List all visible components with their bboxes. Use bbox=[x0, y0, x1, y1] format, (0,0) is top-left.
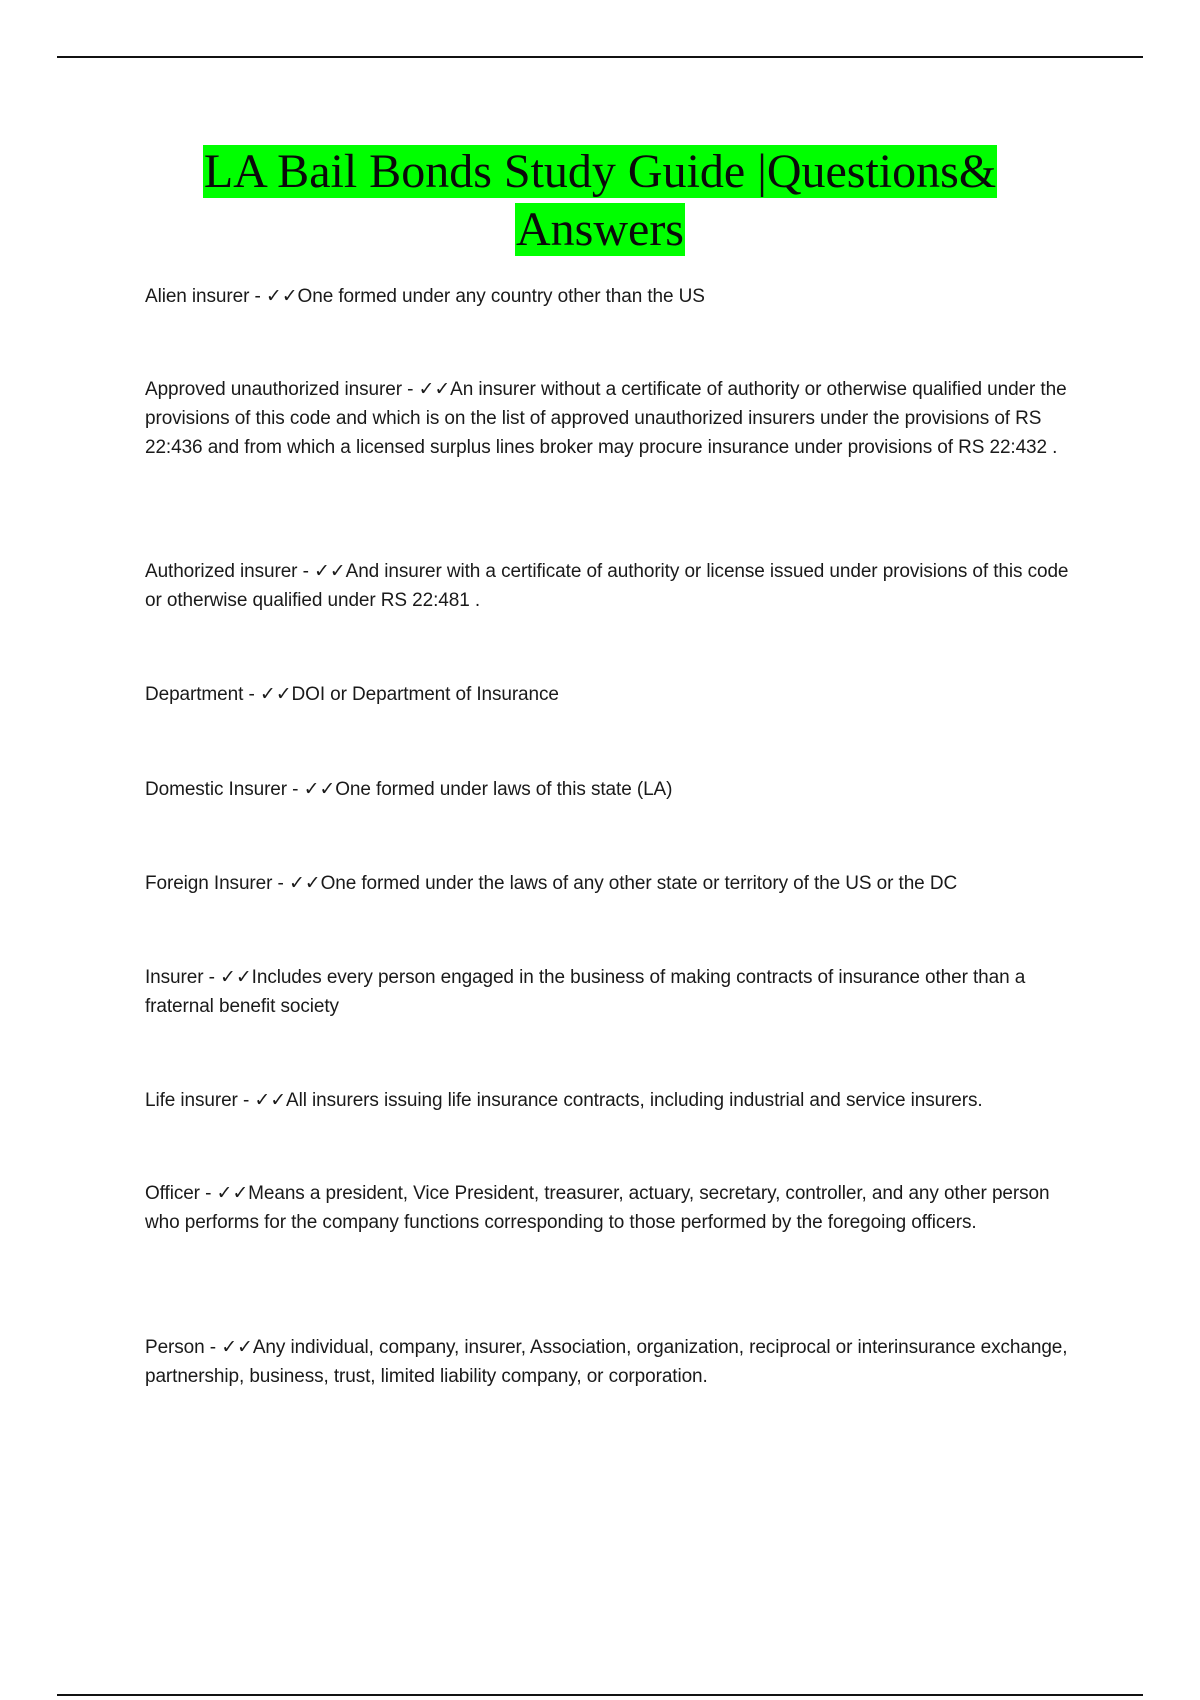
entry-separator: - bbox=[272, 873, 289, 894]
check-mark-icon: ✓✓ bbox=[259, 684, 292, 705]
entry-definition: One formed under laws of this state (LA) bbox=[335, 779, 673, 800]
entry-term: Foreign Insurer bbox=[145, 873, 273, 894]
entry-separator: - bbox=[287, 779, 304, 800]
entry-separator: - bbox=[401, 379, 419, 400]
glossary-entry bbox=[145, 963, 1085, 1021]
check-mark-icon: ✓✓ bbox=[216, 1183, 249, 1204]
entry-definition: Includes every person engaged in the business of making contracts of insurance other than a fraternal benefit society bbox=[145, 967, 1026, 1017]
entry-separator: - bbox=[203, 967, 221, 988]
entry-term: Approved unauthorized insurer bbox=[145, 379, 402, 400]
title-line-1: LA Bail Bonds Study Guide |Questions& bbox=[203, 145, 997, 198]
entry-separator: - bbox=[199, 1183, 217, 1204]
bottom-horizontal-rule bbox=[57, 1694, 1143, 1696]
check-mark-icon: ✓✓ bbox=[265, 286, 298, 307]
entry-term: Authorized insurer bbox=[145, 561, 298, 582]
entry-definition: Means a president, Vice President, treasurer, actuary, secretary, controller, and any other person who performs for the company functions corresponding to those performed by the foregoing officers. bbox=[145, 1183, 1050, 1233]
entry-term: Insurer bbox=[145, 967, 204, 988]
entry-separator: - bbox=[243, 684, 260, 705]
entry-definition: One formed under any country other than the US bbox=[297, 286, 705, 307]
entry-definition: One formed under the laws of any other state or territory of the US or the DC bbox=[320, 873, 958, 894]
top-horizontal-rule bbox=[57, 56, 1143, 58]
check-mark-icon: ✓✓ bbox=[418, 379, 451, 400]
entry-term: Domestic Insurer bbox=[145, 779, 287, 800]
check-mark-icon: ✓✓ bbox=[303, 779, 336, 800]
check-mark-icon: ✓✓ bbox=[221, 1337, 253, 1358]
title-line-2: Answers bbox=[516, 203, 684, 256]
entry-definition: Any individual, company, insurer, Association, organization, reciprocal or interinsurance exchange, partnership, business, trust, limited liability company, or corporation. bbox=[145, 1337, 1068, 1387]
glossary-entry bbox=[145, 869, 1085, 898]
glossary-entry bbox=[145, 557, 1085, 615]
glossary-entry bbox=[145, 775, 1085, 804]
entry-separator: - bbox=[249, 286, 266, 307]
entry-definition: All insurers issuing life insurance contracts, including industrial and service insurers. bbox=[286, 1090, 983, 1111]
entry-term: Department bbox=[145, 684, 244, 705]
entry-term: Life insurer bbox=[145, 1090, 238, 1111]
entry-separator: - bbox=[237, 1090, 255, 1111]
entry-definition: DOI or Department of Insurance bbox=[291, 684, 559, 705]
entry-definition: And insurer with a certificate of authority or license issued under provisions of this code or otherwise qualified under RS 22:481 . bbox=[145, 561, 1069, 611]
entry-separator: - bbox=[204, 1337, 222, 1358]
glossary-entry bbox=[145, 282, 1085, 311]
entry-separator: - bbox=[297, 561, 314, 582]
glossary-entry bbox=[145, 375, 1085, 462]
glossary-entry bbox=[145, 1179, 1085, 1237]
entry-definition: An insurer without a certificate of authority or otherwise qualified under the provisions of this code and which is on the list of approved unauthorized insurers under the provisions of RS 22:436 and from which a licensed surplus lines broker may procure insurance under provisions of RS 22:432 . bbox=[145, 379, 1067, 458]
entry-term: Person bbox=[145, 1337, 205, 1358]
entry-term: Officer bbox=[145, 1183, 200, 1204]
glossary-entry bbox=[145, 680, 1085, 709]
check-mark-icon: ✓✓ bbox=[220, 967, 252, 988]
check-mark-icon: ✓✓ bbox=[313, 561, 346, 582]
glossary-entry bbox=[145, 1086, 1085, 1115]
check-mark-icon: ✓✓ bbox=[254, 1090, 287, 1111]
document-title bbox=[0, 143, 1200, 259]
check-mark-icon: ✓✓ bbox=[288, 873, 321, 894]
glossary-entry bbox=[145, 1333, 1085, 1391]
entry-term: Alien insurer bbox=[145, 286, 250, 307]
